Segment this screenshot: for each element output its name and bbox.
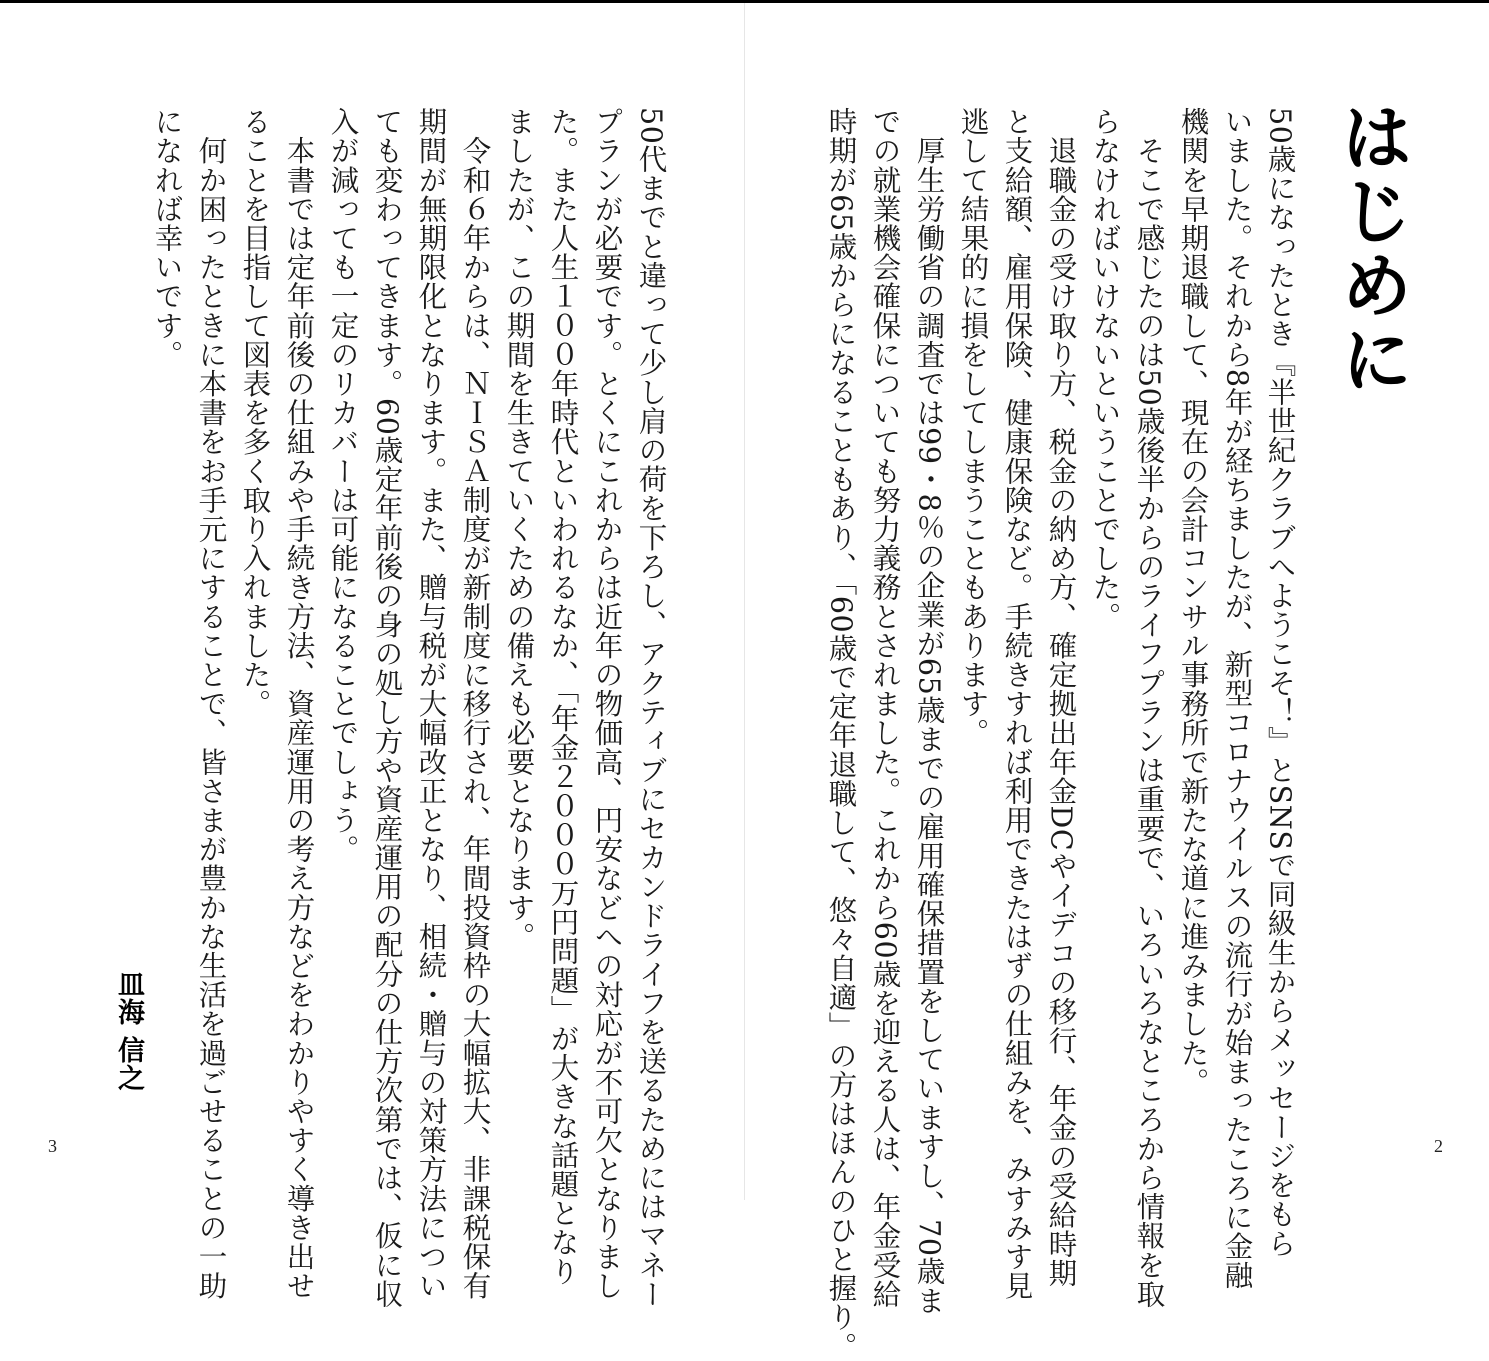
text-line: 令和６年からは、ＮＩＳＡ制度が新制度に移行され、年間投資枠の大幅拡大、非課税保有 bbox=[458, 107, 492, 1301]
text-line: 時期が65歳からになることもあり、「60歳で定年退職して、悠々自適」の方はほんのひと握り。 bbox=[824, 107, 858, 1361]
page-number-right: 2 bbox=[1434, 1136, 1443, 1156]
text-line: になれば幸いです。 bbox=[150, 107, 184, 369]
text-line: 退職金の受け取り方、税金の納め方、確定拠出年金DCやイデコの移行、年金の受給時期 bbox=[1044, 107, 1078, 1288]
text-line: 入が減っても一定のリカバーは可能になることでしょう。 bbox=[326, 107, 360, 864]
text-line: た。また人生１００年時代といわれるなか、「年金２０００万円問題」が大きな話題となり bbox=[546, 107, 580, 1286]
text-line: ることを目指して図表を多く取り入れました。 bbox=[238, 107, 272, 719]
text-line: ましたが、この期間を生きていくための備えも必要となります。 bbox=[502, 107, 536, 951]
text-line: 50歳になったとき『半世紀クラブへようこそ！』とSNSで同級生からメッセージをもら bbox=[1263, 107, 1297, 1258]
text-line: プランが必要です。とくにこれからは近年の物価高、円安などへの対応が不可欠となりまし bbox=[590, 107, 624, 1301]
text-line: と支給額、雇用保険、健康保険など。手続きすれば利用できたはずの仕組みを、みすみす見 bbox=[1000, 107, 1034, 1301]
text-line: ても変わってきます。60歳定年前後の身の処し方や資産運用の配分の仕方次第では、仮に収 bbox=[370, 107, 404, 1309]
text-line: らなければいけないということでした。 bbox=[1088, 107, 1122, 631]
text-line: 機関を早期退職して、現在の会計コンサル事務所で新たな道に進みました。 bbox=[1176, 107, 1210, 1097]
text-line: 期間が無期限化となります。また、贈与税が大幅改正となり、相続・贈与の対策方法につい bbox=[414, 107, 448, 1301]
text-line: 本書では定年前後の仕組みや手続き方法、資産運用の考え方などをわかりやすく導き出せ bbox=[282, 107, 316, 1301]
page-spine bbox=[744, 3, 745, 1200]
text-line: 何か困ったときに本書をお手元にすることで、皆さまが豊かな生活を過ごせることの一助 bbox=[194, 107, 228, 1301]
author-name: 皿海 信之 bbox=[113, 970, 144, 1093]
chapter-title: はじめに bbox=[1329, 100, 1413, 396]
text-line: そこで感じたのは50歳後半からのライフプランは重要で、いろいろなところから情報を取 bbox=[1132, 107, 1166, 1309]
text-line: 逃して結果的に損をしてしまうこともあります。 bbox=[956, 107, 990, 748]
text-line: での就業機会確保についても努力義務とされました。これから60歳を迎える人は、年金受給 bbox=[868, 107, 902, 1309]
text-line: 50代までと違って少し肩の荷を下ろし、アクティブにセカンドライフを送るためにはマネー bbox=[634, 107, 668, 1309]
text-line: 厚生労働省の調査では99・8％の企業が65歳までの雇用確保措置をしていますし、70歳ま bbox=[912, 107, 946, 1315]
page-number-left: 3 bbox=[48, 1136, 57, 1156]
text-line: いました。それから8年が経ちましたが、新型コロナウイルスの流行が始まったころに金融 bbox=[1220, 107, 1254, 1290]
